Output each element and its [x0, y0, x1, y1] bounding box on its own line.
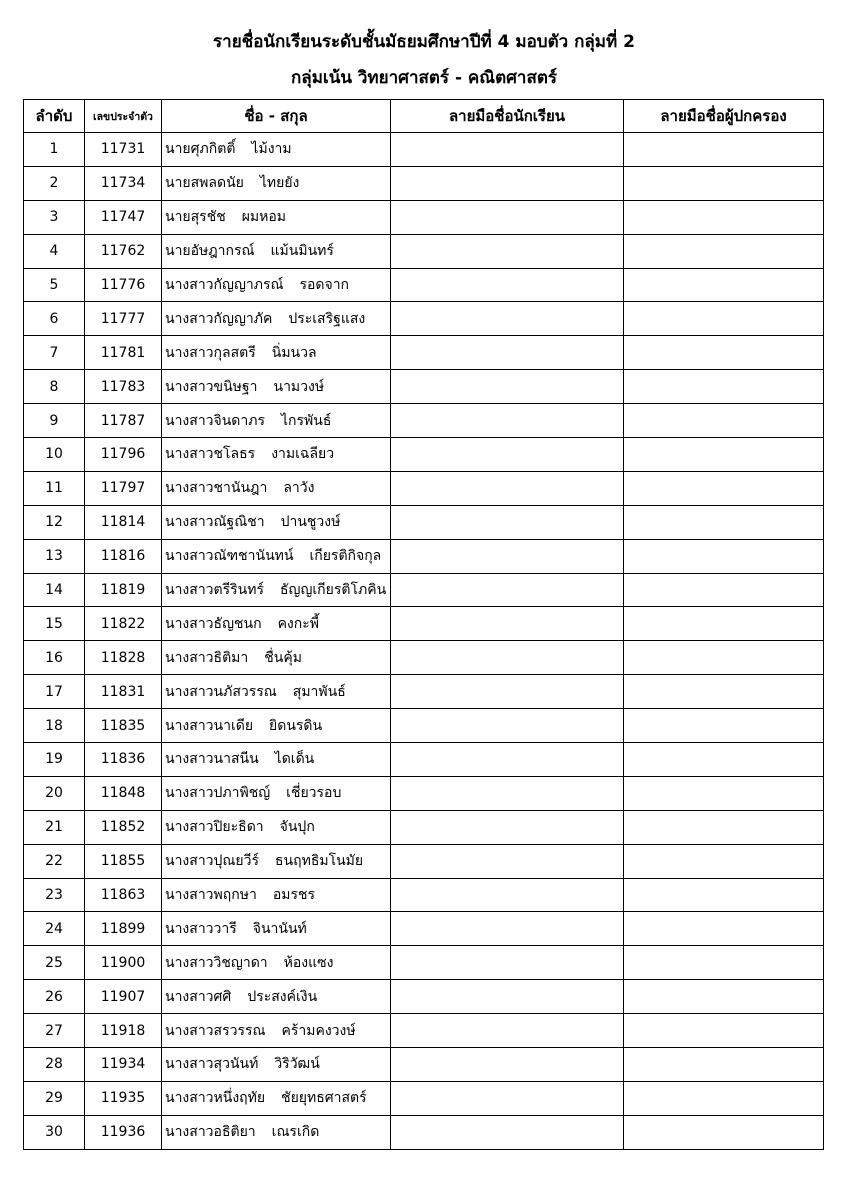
table-row [24, 336, 824, 370]
row-number: 9 [24, 404, 85, 438]
page-title: รายชื่อนักเรียนระดับชั้นมัธยมศึกษาปีที่ 4 มอบตัว กลุ่มที่ 2 [213, 32, 635, 52]
student-id: 11814 [85, 505, 162, 539]
table-row [24, 438, 824, 472]
student-first-name: นายอัษฎากรณ์ [165, 243, 255, 260]
parent-signature-cell[interactable] [624, 573, 824, 607]
student-first-name: นางสาววารี [165, 920, 237, 937]
row-number: 16 [24, 641, 85, 675]
student-last-name: ธนฤทธิมโนมัย [275, 853, 364, 870]
student-signature-cell[interactable] [391, 743, 624, 777]
student-name [162, 200, 391, 234]
student-name [162, 1081, 391, 1115]
student-list-table [23, 99, 824, 1150]
student-first-name: นายสุรชัช [165, 209, 226, 226]
student-last-name: ไทยยัง [259, 175, 300, 192]
table-row [24, 166, 824, 200]
student-first-name: นางสาวชานันฎา [165, 480, 268, 497]
table-row [24, 1048, 824, 1082]
table-row [24, 133, 824, 167]
student-last-name: ไดเด็น [274, 751, 315, 768]
row-number: 28 [24, 1048, 85, 1082]
parent-signature-cell[interactable] [624, 438, 824, 472]
student-first-name: นางสาวนภัสวรรณ [165, 683, 277, 700]
student-first-name: นางสาวกัญญาภรณ์ [165, 277, 284, 293]
parent-signature-cell[interactable] [624, 776, 824, 810]
student-id: 11783 [85, 370, 162, 404]
student-last-name: ไกรพันธ์ [281, 412, 332, 429]
student-first-name: นางสาวปิยะธิดา [165, 819, 264, 836]
student-last-name: เชี่ยวรอบ [286, 785, 342, 802]
student-name [162, 1048, 391, 1082]
student-first-name: นางสาวสุวนันท์ [165, 1056, 259, 1073]
student-signature-cell[interactable] [391, 539, 624, 573]
parent-signature-cell[interactable] [624, 1115, 824, 1149]
student-first-name: นางสาวปุณยวีร์ [165, 853, 259, 870]
student-name [162, 268, 391, 302]
student-first-name: นางสาวธิติมา [165, 649, 249, 666]
student-signature-cell[interactable] [391, 946, 624, 980]
parent-signature-cell[interactable] [624, 302, 824, 336]
student-name [162, 505, 391, 539]
student-first-name: นางสาวปภาพิชญ์ [165, 785, 271, 802]
student-last-name: นิ่มนวล [271, 344, 317, 361]
student-signature-cell[interactable] [391, 1048, 624, 1082]
student-last-name: งามเฉลียว [271, 446, 335, 463]
row-number: 12 [24, 505, 85, 539]
student-signature-cell[interactable] [391, 607, 624, 641]
student-name [162, 912, 391, 946]
table-row [24, 607, 824, 641]
student-id: 11731 [85, 133, 162, 167]
student-signature-cell[interactable] [391, 404, 624, 438]
table-row [24, 471, 824, 505]
table-row [24, 268, 824, 302]
parent-signature-cell[interactable] [624, 1014, 824, 1048]
parent-signature-cell[interactable] [624, 607, 824, 641]
table-row [24, 980, 824, 1014]
table-row [24, 302, 824, 336]
student-signature-cell[interactable] [391, 438, 624, 472]
student-first-name: นางสาวศศิ [165, 988, 232, 1005]
student-first-name: นางสาวชโลธร [165, 446, 256, 463]
parent-signature-cell[interactable] [624, 844, 824, 878]
table-row [24, 234, 824, 268]
parent-signature-cell[interactable] [624, 1081, 824, 1115]
table-row [24, 743, 824, 777]
student-id: 11934 [85, 1048, 162, 1082]
student-name [162, 539, 391, 573]
student-signature-cell[interactable] [391, 133, 624, 167]
table-row [24, 505, 824, 539]
parent-signature-cell[interactable] [624, 980, 824, 1014]
student-name [162, 675, 391, 709]
student-id: 11899 [85, 912, 162, 946]
student-name [162, 641, 391, 675]
student-name [162, 607, 391, 641]
row-number: 17 [24, 675, 85, 709]
table-row [24, 844, 824, 878]
student-name [162, 133, 391, 167]
student-last-name: แม้นมินทร์ [270, 243, 334, 260]
student-signature-cell[interactable] [391, 200, 624, 234]
header-id: เลขประจำตัว [85, 100, 162, 133]
row-number: 19 [24, 743, 85, 777]
student-signature-cell[interactable] [391, 844, 624, 878]
row-number: 22 [24, 844, 85, 878]
student-first-name: นางสาวขนิษฐา [165, 378, 258, 395]
table-row [24, 370, 824, 404]
student-name [162, 438, 391, 472]
table-header-row [24, 100, 824, 133]
student-signature-cell[interactable] [391, 709, 624, 743]
student-id: 11848 [85, 776, 162, 810]
student-name [162, 743, 391, 777]
row-number: 29 [24, 1081, 85, 1115]
student-signature-cell[interactable] [391, 641, 624, 675]
student-id: 11907 [85, 980, 162, 1014]
student-name [162, 980, 391, 1014]
student-name [162, 573, 391, 607]
student-last-name: ปานชูวงษ์ [280, 514, 341, 531]
student-last-name: คร้ามคงวงษ์ [281, 1022, 356, 1039]
row-number: 13 [24, 539, 85, 573]
parent-signature-cell[interactable] [624, 743, 824, 777]
row-number: 25 [24, 946, 85, 980]
row-number: 27 [24, 1014, 85, 1048]
student-signature-cell[interactable] [391, 980, 624, 1014]
row-number: 5 [24, 268, 85, 302]
table-row [24, 200, 824, 234]
student-name [162, 471, 391, 505]
parent-signature-cell[interactable] [624, 336, 824, 370]
row-number: 1 [24, 133, 85, 167]
parent-signature-cell[interactable] [624, 878, 824, 912]
student-signature-cell[interactable] [391, 471, 624, 505]
student-last-name: คงกะพี้ [277, 615, 319, 632]
row-number: 3 [24, 200, 85, 234]
student-id: 11797 [85, 471, 162, 505]
student-first-name: นายศุภกิตติ์ [165, 141, 236, 158]
parent-signature-cell[interactable] [624, 912, 824, 946]
row-number: 18 [24, 709, 85, 743]
row-number: 23 [24, 878, 85, 912]
student-last-name: ลาวัง [283, 480, 315, 497]
parent-signature-cell[interactable] [624, 234, 824, 268]
header-name: ชื่อ - สกุล [162, 100, 391, 133]
parent-signature-cell[interactable] [624, 946, 824, 980]
student-signature-cell[interactable] [391, 1014, 624, 1048]
parent-signature-cell[interactable] [624, 471, 824, 505]
parent-signature-cell[interactable] [624, 810, 824, 844]
student-first-name: นางสาวหนึ่งฤทัย [165, 1090, 266, 1107]
student-id: 11852 [85, 810, 162, 844]
table-row [24, 946, 824, 980]
student-signature-cell[interactable] [391, 912, 624, 946]
student-signature-cell[interactable] [391, 370, 624, 404]
student-last-name: ชัยยุทธศาสตร์ [281, 1090, 367, 1107]
parent-signature-cell[interactable] [624, 268, 824, 302]
parent-signature-cell[interactable] [624, 641, 824, 675]
student-last-name: อมรชร [272, 887, 315, 904]
student-id: 11863 [85, 878, 162, 912]
page-subtitle: กลุ่มเน้น วิทยาศาสตร์ - คณิตศาสตร์ [291, 68, 557, 88]
student-id: 11819 [85, 573, 162, 607]
student-id: 11777 [85, 302, 162, 336]
student-id: 11781 [85, 336, 162, 370]
table-row [24, 912, 824, 946]
table-row [24, 810, 824, 844]
student-signature-cell[interactable] [391, 776, 624, 810]
header-no: ลำดับ [24, 100, 85, 133]
student-id: 11822 [85, 607, 162, 641]
table-row [24, 776, 824, 810]
student-last-name: ประสงค์เงิน [247, 988, 318, 1005]
student-first-name: นางสาววิชญาดา [165, 954, 268, 971]
row-number: 6 [24, 302, 85, 336]
student-name [162, 166, 391, 200]
student-last-name: ไม้งาม [251, 141, 292, 158]
student-id: 11776 [85, 268, 162, 302]
student-first-name: นางสาวณัฐณิชา [165, 514, 265, 531]
student-last-name: จันปุก [279, 819, 315, 836]
student-name [162, 1014, 391, 1048]
student-signature-cell[interactable] [391, 268, 624, 302]
student-signature-cell[interactable] [391, 878, 624, 912]
table-row [24, 878, 824, 912]
student-id: 11918 [85, 1014, 162, 1048]
student-first-name: นางสาวนาเดีย [165, 717, 254, 734]
row-number: 15 [24, 607, 85, 641]
student-signature-cell[interactable] [391, 166, 624, 200]
parent-signature-cell[interactable] [624, 505, 824, 539]
student-last-name: จินานันท์ [252, 920, 307, 937]
student-last-name: ผมหอม [241, 209, 286, 226]
student-id: 11816 [85, 539, 162, 573]
student-name [162, 234, 391, 268]
parent-signature-cell[interactable] [624, 200, 824, 234]
student-first-name: นางสาวตรีรินทร์ [165, 582, 264, 599]
student-signature-cell[interactable] [391, 505, 624, 539]
header-student-signature: ลายมือชื่อนักเรียน [391, 100, 624, 133]
row-number: 11 [24, 471, 85, 505]
header-parent-signature: ลายมือชื่อผู้ปกครอง [624, 100, 824, 133]
student-id: 11900 [85, 946, 162, 980]
student-last-name: ยิดนรดิน [269, 717, 323, 734]
student-first-name: นางสาวสรวรรณ [165, 1022, 266, 1039]
parent-signature-cell[interactable] [624, 539, 824, 573]
student-first-name: นางสาวจินดาภร [165, 412, 266, 429]
student-name [162, 810, 391, 844]
row-number: 2 [24, 166, 85, 200]
student-name [162, 302, 391, 336]
parent-signature-cell[interactable] [624, 370, 824, 404]
student-first-name: นางสาวพฤกษา [165, 887, 257, 904]
student-id: 11855 [85, 844, 162, 878]
student-last-name: เกียรติกิจกุล [309, 548, 382, 565]
row-number: 8 [24, 370, 85, 404]
student-name [162, 1115, 391, 1149]
table-row [24, 1014, 824, 1048]
row-number: 20 [24, 776, 85, 810]
student-name [162, 844, 391, 878]
student-signature-cell[interactable] [391, 810, 624, 844]
student-first-name: นายสพลดนัย [165, 175, 244, 192]
student-name [162, 404, 391, 438]
row-number: 10 [24, 438, 85, 472]
student-first-name: นางสาวณัฑชานันทน์ [165, 548, 294, 565]
student-id: 11796 [85, 438, 162, 472]
table-row [24, 641, 824, 675]
student-signature-cell[interactable] [391, 302, 624, 336]
parent-signature-cell[interactable] [624, 404, 824, 438]
student-last-name: ชื่นคุ้ม [264, 649, 302, 666]
student-last-name: ประเสริฐแสง [288, 310, 366, 327]
row-number: 26 [24, 980, 85, 1014]
student-name [162, 776, 391, 810]
row-number: 4 [24, 234, 85, 268]
student-id: 11836 [85, 743, 162, 777]
table-row [24, 1081, 824, 1115]
parent-signature-cell[interactable] [624, 166, 824, 200]
student-id: 11828 [85, 641, 162, 675]
student-last-name: ห้องแซง [283, 954, 334, 971]
row-number: 24 [24, 912, 85, 946]
student-id: 11747 [85, 200, 162, 234]
student-id: 11831 [85, 675, 162, 709]
student-id: 11935 [85, 1081, 162, 1115]
row-number: 30 [24, 1115, 85, 1149]
student-name [162, 370, 391, 404]
student-signature-cell[interactable] [391, 336, 624, 370]
table-row [24, 404, 824, 438]
student-signature-cell[interactable] [391, 1115, 624, 1149]
student-id: 11936 [85, 1115, 162, 1149]
parent-signature-cell[interactable] [624, 709, 824, 743]
student-name [162, 336, 391, 370]
table-row [24, 573, 824, 607]
row-number: 14 [24, 573, 85, 607]
student-id: 11835 [85, 709, 162, 743]
row-number: 7 [24, 336, 85, 370]
parent-signature-cell[interactable] [624, 675, 824, 709]
student-name [162, 878, 391, 912]
student-last-name: เณรเกิด [271, 1124, 320, 1141]
table-row [24, 675, 824, 709]
student-last-name: นามวงษ์ [273, 378, 325, 395]
student-last-name: ธัญญเกียรติโภคิน [279, 582, 387, 599]
student-name [162, 709, 391, 743]
table-row [24, 709, 824, 743]
student-id: 11734 [85, 166, 162, 200]
student-first-name: นางสาวอธิติยา [165, 1124, 256, 1141]
table-row [24, 539, 824, 573]
table-row [24, 1115, 824, 1149]
student-id: 11762 [85, 234, 162, 268]
parent-signature-cell[interactable] [624, 1048, 824, 1082]
student-first-name: นางสาวกุลสตรี [165, 344, 256, 361]
parent-signature-cell[interactable] [624, 133, 824, 167]
student-signature-cell[interactable] [391, 675, 624, 709]
student-first-name: นางสาวกัญญาภัค [165, 310, 273, 327]
row-number: 21 [24, 810, 85, 844]
student-name [162, 946, 391, 980]
student-first-name: นางสาวธัญชนก [165, 615, 262, 632]
student-first-name: นางสาวนาสนีน [165, 751, 259, 768]
student-signature-cell[interactable] [391, 1081, 624, 1115]
student-last-name: รอดจาก [299, 277, 350, 293]
student-signature-cell[interactable] [391, 573, 624, 607]
student-last-name: วิริวัฒน์ [274, 1056, 320, 1073]
student-signature-cell[interactable] [391, 234, 624, 268]
student-last-name: สุมาพันธ์ [292, 683, 346, 700]
student-id: 11787 [85, 404, 162, 438]
